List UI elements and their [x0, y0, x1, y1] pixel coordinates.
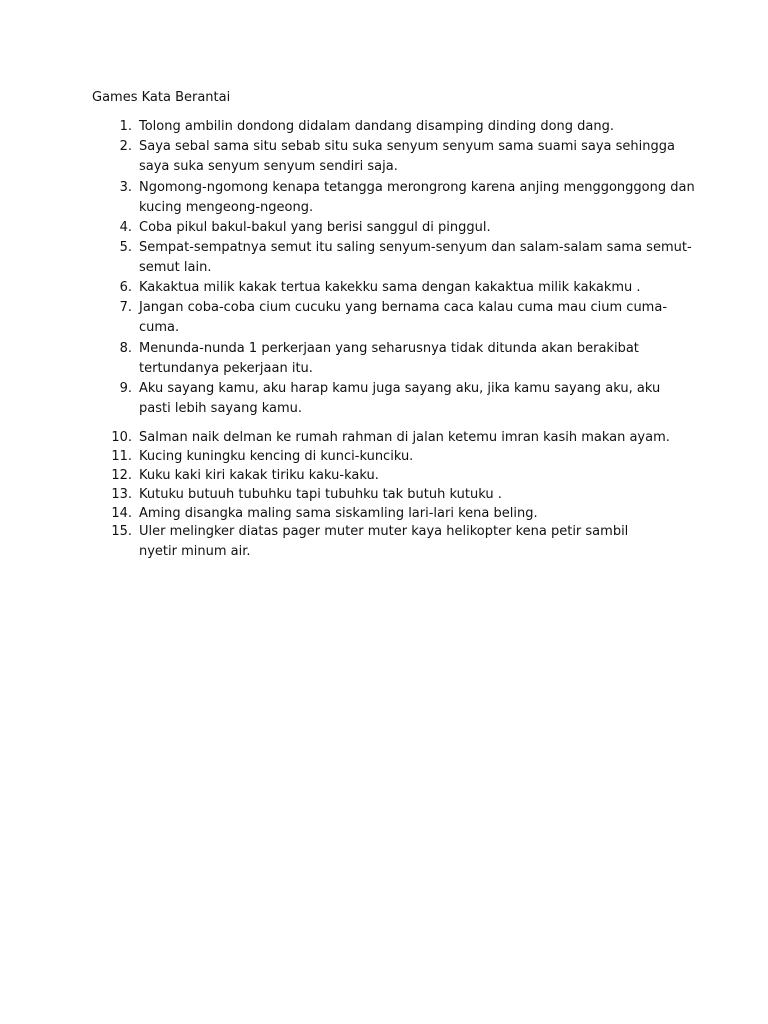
item-number: 8. [119, 341, 132, 356]
item-number: 4. [119, 220, 132, 235]
item-line: pasti lebih sayang kamu. [139, 401, 303, 416]
item-line: semut lain. [139, 260, 212, 275]
item-line: Aming disangka maling sama siskamling lari-lari kena beling. [139, 506, 538, 521]
item-line: Menunda-nunda 1 perkerjaan yang seharusnya tidak ditunda akan berakibat [139, 341, 639, 356]
item-number: 9. [119, 381, 132, 396]
item-line: Salman naik delman ke rumah rahman di jalan ketemu imran kasih makan ayam. [139, 430, 670, 445]
item-line: saya suka senyum senyum sendiri saja. [139, 159, 398, 174]
item-text [139, 466, 679, 486]
item-text [139, 522, 679, 562]
item-line: Coba pikul bakul-bakul yang berisi sanggul di pinggul. [139, 220, 491, 235]
item-number: 5. [119, 240, 132, 255]
item-text [139, 485, 679, 505]
item-text [139, 178, 695, 218]
item-number: 12. [111, 468, 132, 483]
item-line: Kuku kaki kiri kakak tiriku kaku-kaku. [139, 468, 379, 483]
item-number: 13. [111, 487, 132, 502]
item-text [139, 447, 679, 467]
item-line: Uler melingker diatas pager muter muter kaya helikopter kena petir sambil [139, 524, 629, 539]
item-text [139, 298, 679, 338]
item-line: kucing mengeong-ngeong. [139, 200, 314, 215]
item-number: 1. [119, 119, 132, 134]
item-text [139, 218, 679, 238]
item-text [139, 278, 679, 298]
item-line: Tolong ambilin dondong didalam dandang disamping dinding dong dang. [139, 119, 615, 134]
item-line: Aku sayang kamu, aku harap kamu juga sayang aku, jika kamu sayang aku, aku [139, 381, 661, 396]
item-number: 10. [111, 430, 132, 445]
document-title: Games Kata Berantai [92, 90, 231, 105]
item-line: Ngomong-ngomong kenapa tetangga merongrong karena anjing menggonggong dan [139, 180, 695, 195]
item-number: 14. [111, 506, 132, 521]
item-text [139, 238, 692, 278]
item-line: Jangan coba-coba cium cucuku yang bernama caca kalau cuma mau cium cuma- [139, 300, 668, 315]
item-text [139, 339, 679, 379]
item-line: cuma. [139, 320, 180, 335]
item-text [139, 428, 679, 448]
item-text [139, 137, 679, 177]
item-number: 6. [119, 280, 132, 295]
item-number: 7. [119, 300, 132, 315]
item-line: tertundanya pekerjaan itu. [139, 361, 313, 376]
item-number: 15. [111, 524, 132, 539]
item-text [139, 117, 679, 137]
item-line: Sempat-sempatnya semut itu saling senyum-senyum dan salam-salam sama semut- [139, 240, 692, 255]
item-line: Saya sebal sama situ sebab situ suka senyum senyum sama suami saya sehingga [139, 139, 675, 154]
item-number: 2. [119, 139, 132, 154]
item-line: Kakaktua milik kakak tertua kakekku sama dengan kakaktua milik kakakmu . [139, 280, 641, 295]
item-text [139, 379, 679, 419]
item-line: Kucing kuningku kencing di kunci-kunciku. [139, 449, 414, 464]
item-text [139, 504, 679, 524]
item-number: 3. [119, 180, 132, 195]
item-line: Kutuku butuuh tubuhku tapi tubuhku tak butuh kutuku . [139, 487, 502, 502]
item-number: 11. [111, 449, 132, 464]
item-line: nyetir minum air. [139, 544, 251, 559]
